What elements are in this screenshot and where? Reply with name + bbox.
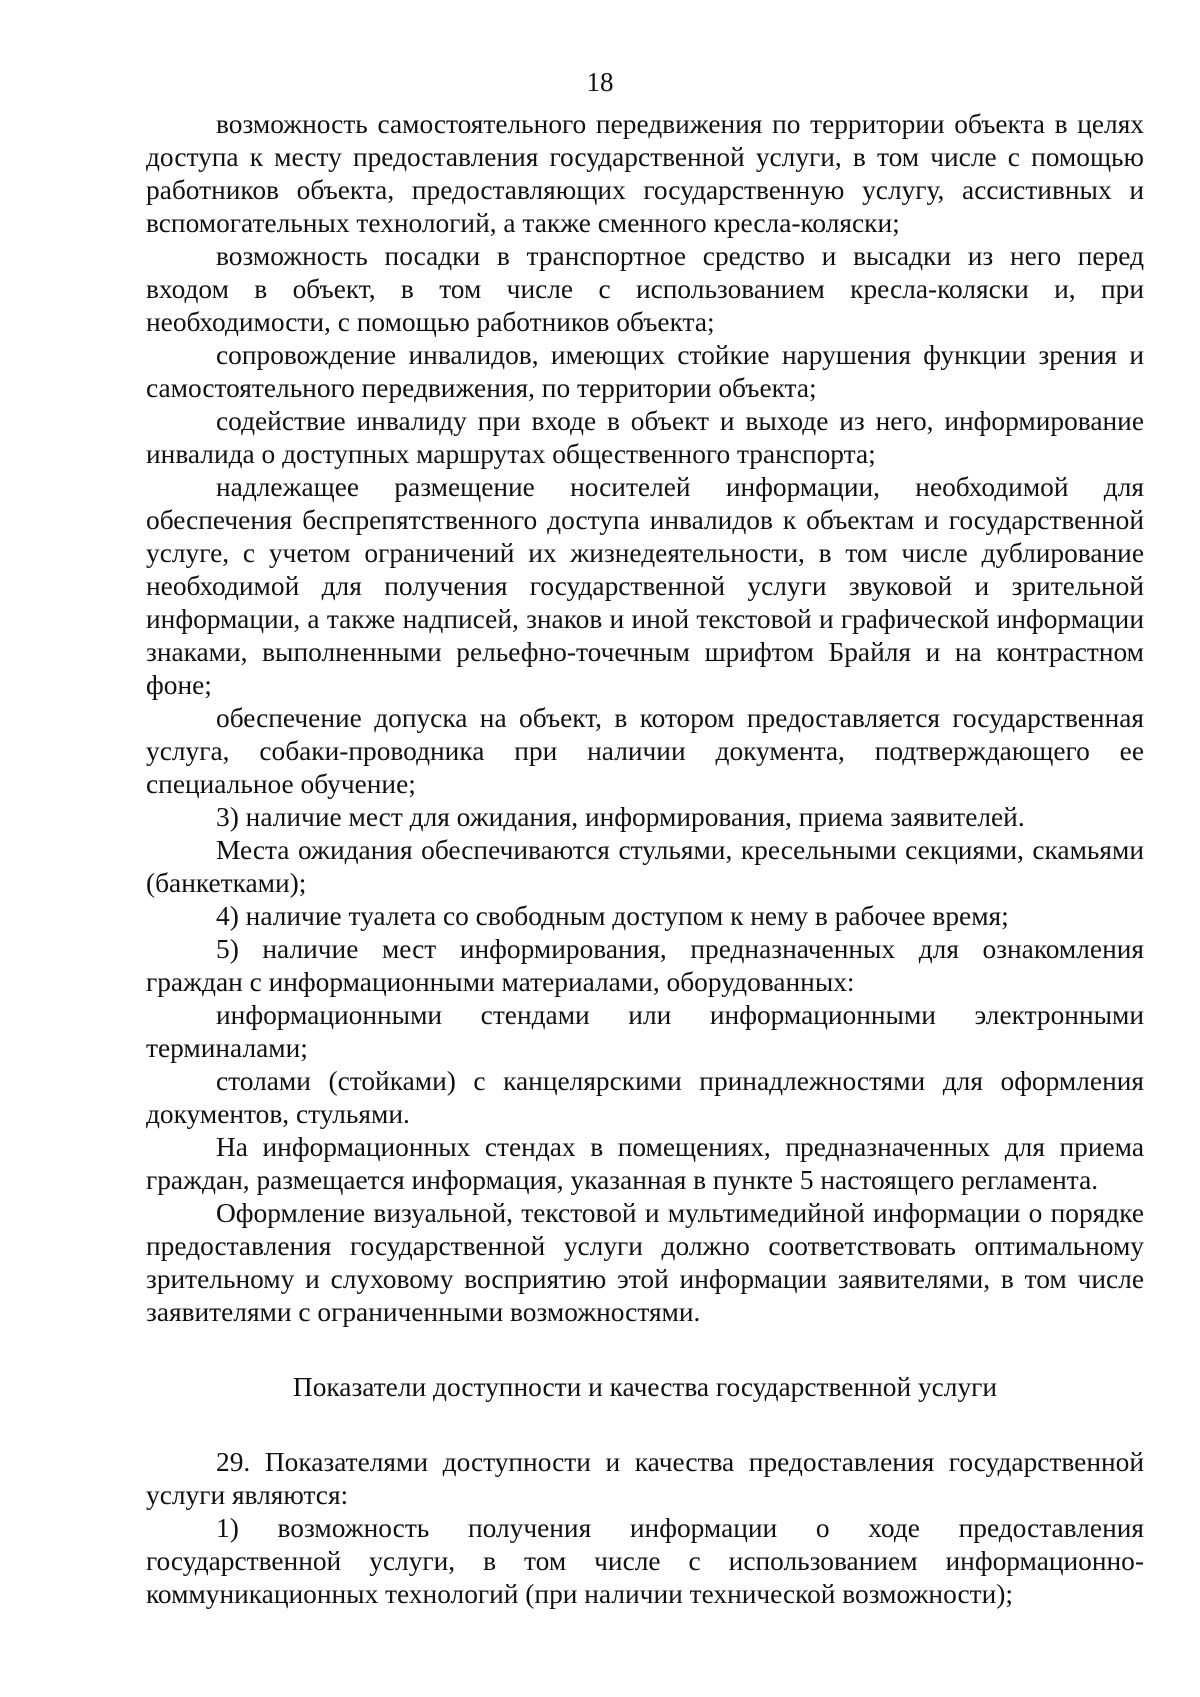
page-number: 18 [586,67,614,97]
paragraph: обеспечение допуска на объект, в котором предоставляется государственная услуга, собаки-проводника при наличии документа, подтверждающего ее специальное обучение; [146,703,1144,799]
paragraph: возможность посадки в транспортное средство и высадки из него перед входом в объект, в том числе с использованием кресла-коляски и, при необходимости, с помощью работников объекта; [146,241,1144,337]
paragraph: Оформление визуальной, текстовой и мультимедийной информации о порядке предоставления государственной услуги должно соответствовать оптимальному зрительному и слуховому восприятию этой информации заявителями, в том числе заявителями с ограниченными возможностями. [146,1198,1144,1327]
list-item-1: 1) возможность получения информации о ходе предоставления государственной услуги, в том числе с использованием информационно-коммуникационных технологий (при наличии технической возможности); [146,1513,1144,1609]
paragraph: информационными стендами или информационными электронными терминалами; [146,1000,1144,1063]
section-heading: Показатели доступности и качества государственной услуги [292,1372,998,1402]
clause-29: 29. Показателями доступности и качества предоставления государственной услуги являются: [146,1447,1144,1510]
list-item-4: 4) наличие туалета со свободным доступом к нему в рабочее время; [216,901,1009,931]
paragraph: надлежащее размещение носителей информации, необходимой для обеспечения беспрепятственного доступа инвалидов к объектам и государственной услуге, с учетом ограничений их жизнедеятельности, в том числе дублирование необходимой для получения государственной услуги звуковой и зрительной информации, а также надписей, знаков и иной текстовой и графической информации знаками, выполненными рельефно-точечным шрифтом Брайля и на контрастном фоне; [146,472,1144,700]
list-item-3: 3) наличие мест для ожидания, информирования, приема заявителей. [216,802,1025,832]
paragraph: Места ожидания обеспечиваются стульями, кресельными секциями, скамьями (банкетками); [146,835,1144,898]
list-item-5: 5) наличие мест информирования, предназначенных для ознакомления граждан с информационными материалами, оборудованных: [146,934,1144,997]
paragraph: возможность самостоятельного передвижения по территории объекта в целях доступа к месту предоставления государственной услуги, в том числе с помощью работников объекта, предоставляющих государственную услугу, ассистивных и вспомогательных технологий, а также сменного кресла-коляски; [146,109,1144,238]
paragraph: На информационных стендах в помещениях, предназначенных для приема граждан, размещается информация, указанная в пункте 5 настоящего регламента. [146,1132,1144,1195]
document-body [146,108,1144,1611]
paragraph: содействие инвалиду при входе в объект и выходе из него, информирование инвалида о доступных маршрутах общественного транспорта; [146,406,1144,469]
paragraph: столами (стойками) с канцелярскими принадлежностями для оформления документов, стульями. [146,1066,1144,1129]
paragraph: сопровождение инвалидов, имеющих стойкие нарушения функции зрения и самостоятельного передвижения, по территории объекта; [146,340,1144,403]
